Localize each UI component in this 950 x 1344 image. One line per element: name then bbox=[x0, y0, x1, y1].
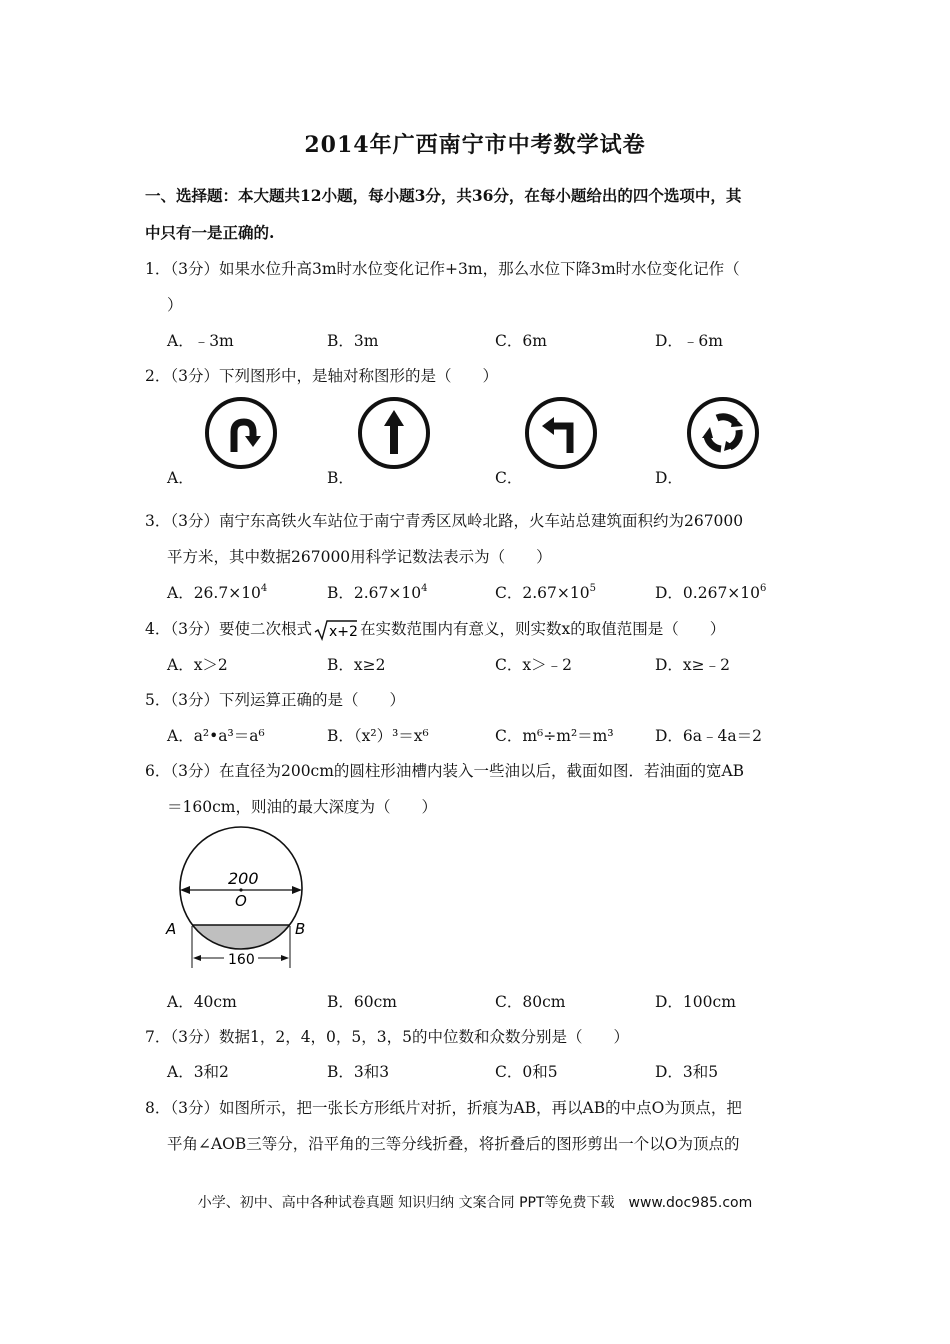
q1-option-b: B．3m bbox=[327, 332, 379, 350]
q1-option-a: A．﹣3m bbox=[167, 332, 234, 350]
q1-stem-cont: ） bbox=[167, 296, 183, 314]
q3-stem-cont: 平方米，其中数据267000用科学记数法表示为（ ） bbox=[167, 548, 552, 566]
straight-arrow-sign-icon bbox=[357, 396, 431, 470]
q4-option-b: B．x≥2 bbox=[327, 656, 386, 674]
q2-option-b: B． bbox=[327, 469, 354, 487]
radicand: x+2 bbox=[328, 624, 358, 640]
q7-option-c: C．0和5 bbox=[495, 1063, 558, 1081]
q1-option-d: D．﹣6m bbox=[655, 332, 723, 350]
q8-stem-cont: 平角∠AOB三等分，沿平角的三等分线折叠，将折叠后的图形剪出一个以O为顶点的 bbox=[167, 1135, 740, 1153]
q1-stem: 1．（3分）如果水位升高3m时水位变化记作+3m，那么水位下降3m时水位变化记作（ bbox=[145, 260, 740, 278]
q5-option-d: D．6a﹣4a＝2 bbox=[655, 727, 762, 745]
page-title: 2014年广西南宁市中考数学试卷 bbox=[304, 132, 646, 158]
diameter-label: 200 bbox=[228, 869, 259, 888]
q2-option-d: D． bbox=[655, 469, 683, 487]
q2-option-a: A． bbox=[167, 469, 194, 487]
point-a-label: A bbox=[166, 920, 177, 938]
q8-stem: 8．（3分）如图所示，把一张长方形纸片对折，折痕为AB，再以AB的中点O为顶点，把 bbox=[145, 1099, 742, 1117]
q6-stem: 6．（3分）在直径为200cm的圆柱形油槽内装入一些油以后，截面如图．若油面的宽AB bbox=[145, 762, 745, 780]
left-turn-sign-icon bbox=[524, 396, 598, 470]
q6-option-b: B．60cm bbox=[327, 993, 397, 1011]
q4-option-c: C．x＞﹣2 bbox=[495, 656, 572, 674]
section-heading-line1: 一、选择题：本大题共12小题，每小题3分，共36分，在每小题给出的四个选项中，其 bbox=[145, 186, 742, 205]
sqrt-radical bbox=[314, 619, 358, 641]
q3-option-c: C．$2.67\times 10^5$ bbox=[495, 583, 596, 602]
q4-option-d: D．x≥﹣2 bbox=[655, 656, 731, 674]
chord-length-label: 160 bbox=[228, 952, 255, 968]
q3-stem: 3．（3分）南宁东高铁火车站位于南宁青秀区凤岭北路，火车站总建筑面积约为267000 bbox=[145, 512, 744, 530]
q7-option-a: A．3和2 bbox=[167, 1063, 229, 1081]
q2-option-c: C． bbox=[495, 469, 523, 487]
q5-stem: 5．（3分）下列运算正确的是（ ） bbox=[145, 691, 405, 709]
q3-option-b: B．$2.67\times 10^4$ bbox=[327, 583, 428, 602]
q6-stem-cont: ＝160cm，则油的最大深度为（ ） bbox=[167, 798, 437, 816]
oil-tank-figure bbox=[160, 826, 320, 972]
q4-stem: 4．（3分）要使二次根式 x+2 在实数范围内有意义，则实数x的取值范围是（ ） bbox=[145, 620, 726, 640]
q6-option-a: A．40cm bbox=[167, 993, 237, 1011]
q4-option-a: A．x＞2 bbox=[167, 656, 228, 674]
q6-option-d: D．100cm bbox=[655, 993, 736, 1011]
u-turn-sign-icon bbox=[204, 396, 278, 470]
q6-option-c: C．80cm bbox=[495, 993, 566, 1011]
q7-option-d: D．3和5 bbox=[655, 1063, 719, 1081]
q7-stem: 7．（3分）数据1，2，4，0，5，3，5的中位数和众数分别是（ ） bbox=[145, 1028, 630, 1046]
point-b-label: B bbox=[295, 920, 306, 938]
q3-option-d: D．$0.267\times 10^6$ bbox=[655, 583, 767, 602]
center-label: O bbox=[235, 892, 247, 910]
q1-option-c: C．6m bbox=[495, 332, 547, 350]
footer-note: 小学、初中、高中各种试卷真题 知识归纳 文案合同 PPT等免费下载 www.doc985.com bbox=[197, 1195, 753, 1211]
section-heading-line2: 中只有一是正确的. bbox=[145, 223, 275, 242]
q7-option-b: B．3和3 bbox=[327, 1063, 390, 1081]
q3-option-a: A．$26.7\times 10^4$ bbox=[167, 583, 268, 602]
roundabout-sign-icon bbox=[686, 396, 760, 470]
q5-option-b: B．（x²）³＝x⁶ bbox=[327, 727, 429, 745]
q2-stem: 2．（3分）下列图形中，是轴对称图形的是（ ） bbox=[145, 367, 498, 385]
q5-option-a: A．a²•a³＝a⁶ bbox=[167, 727, 265, 745]
q5-option-c: C．m⁶÷m²＝m³ bbox=[495, 727, 614, 745]
